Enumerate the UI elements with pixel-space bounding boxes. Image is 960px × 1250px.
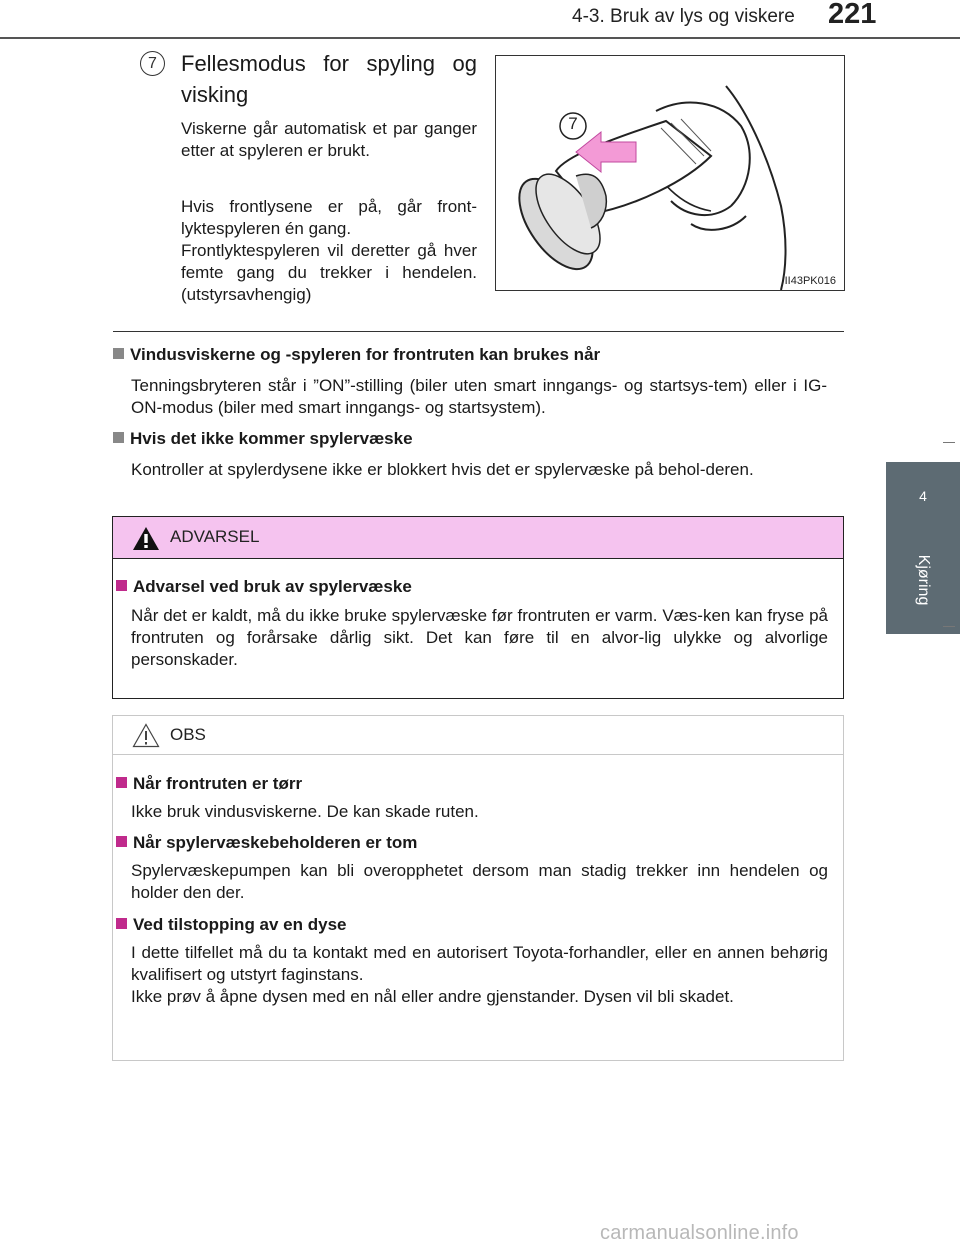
step-title: Fellesmodus for spyling og visking xyxy=(181,51,477,107)
chapter-label: Kjøring xyxy=(915,554,932,606)
note-heading-1 xyxy=(113,345,600,365)
caution-heading-2-text: Når spylervæskebeholderen er tom xyxy=(133,833,418,852)
bullet-square-icon xyxy=(116,918,127,929)
side-tick-top xyxy=(943,442,955,443)
caution-heading-3-text: Ved tilstopping av en dyse xyxy=(133,915,347,934)
note-heading-2-text: Hvis det ikke kommer spylervæske xyxy=(130,429,413,448)
wiper-lever-illustration xyxy=(495,55,845,291)
step-description-1: Viskerne går automatisk et par ganger etter at spyleren er brukt. xyxy=(181,119,477,160)
bullet-square-icon xyxy=(113,432,124,443)
warning-heading-text: Advarsel ved bruk av spylervæske xyxy=(133,577,412,596)
warning-title: ADVARSEL xyxy=(170,527,260,546)
note-body-1: Tenningsbryteren står i ”ON”-stilling (biler uten smart inngangs- og startsys-tem) eller i IG-ON-modus (biler med smart inngangs- og startsystem). xyxy=(131,376,827,417)
caution-heading-3 xyxy=(116,915,347,935)
bullet-square-icon xyxy=(116,777,127,788)
caution-heading-2 xyxy=(116,833,417,853)
warning-triangle-icon xyxy=(132,526,160,551)
bullet-square-icon xyxy=(116,580,127,591)
warning-body: Når det er kaldt, må du ikke bruke spylervæske før frontruten er varm. Væs-ken kan fryse på frontruten og forårsake dårlig sikt. Det kan føre til en alvor-lig ulykke og alvorlige personskader. xyxy=(131,606,828,669)
bullet-square-icon xyxy=(113,348,124,359)
watermark: carmanualsonline.info xyxy=(600,1222,799,1244)
caution-header xyxy=(113,716,843,755)
note-heading-2 xyxy=(113,429,413,449)
header-rule xyxy=(0,37,960,39)
caution-box xyxy=(112,715,844,1061)
chapter-number: 4 xyxy=(919,488,927,504)
step-description-3: Frontlyktespyleren vil deretter gå hver femte gang du trekker i hendelen. (utstyrsavhengig) xyxy=(181,241,477,304)
side-tick-bottom xyxy=(943,626,955,627)
warning-heading xyxy=(116,577,412,597)
note-heading-1-text: Vindusviskerne og -spyleren for frontruten kan brukes når xyxy=(130,345,601,364)
caution-heading-1 xyxy=(116,774,302,794)
warning-box xyxy=(112,516,844,699)
bullet-square-icon xyxy=(116,836,127,847)
note-body-2: Kontroller at spylerdysene ikke er blokkert hvis det er spylervæske på behol-deren. xyxy=(131,460,754,479)
caution-body-2: Spylervæskepumpen kan bli overopphetet dersom man stadig trekker inn hendelen og holder den der. xyxy=(131,861,828,902)
caution-triangle-icon xyxy=(132,723,160,748)
caution-body-3b: Ikke prøv å åpne dysen med en nål eller andre gjenstander. Dysen vil bli skadet. xyxy=(131,987,734,1006)
wiper-lever-drawing xyxy=(496,56,844,290)
page-number: 221 xyxy=(828,0,877,30)
caution-heading-1-text: Når frontruten er tørr xyxy=(133,774,303,793)
step-number-badge: 7 xyxy=(140,51,165,76)
step-description-2: Hvis frontlysene er på, går front-lyktespyleren én gang. xyxy=(181,197,477,238)
section-divider xyxy=(113,331,844,332)
caution-title: OBS xyxy=(170,725,206,744)
caution-body-1: Ikke bruk vindusviskerne. De kan skade ruten. xyxy=(131,802,479,821)
figure-code: II43PK016 xyxy=(784,275,836,287)
warning-header xyxy=(113,517,843,559)
chapter-tab xyxy=(886,462,960,634)
figure-callout-number: 7 xyxy=(568,114,578,133)
header-section-title: 4-3. Bruk av lys og viskere xyxy=(572,6,795,27)
caution-body-3: I dette tilfellet må du ta kontakt med en autorisert Toyota-forhandler, eller en annen behørig kvalifisert og utstyrt faginstans. xyxy=(131,943,828,984)
